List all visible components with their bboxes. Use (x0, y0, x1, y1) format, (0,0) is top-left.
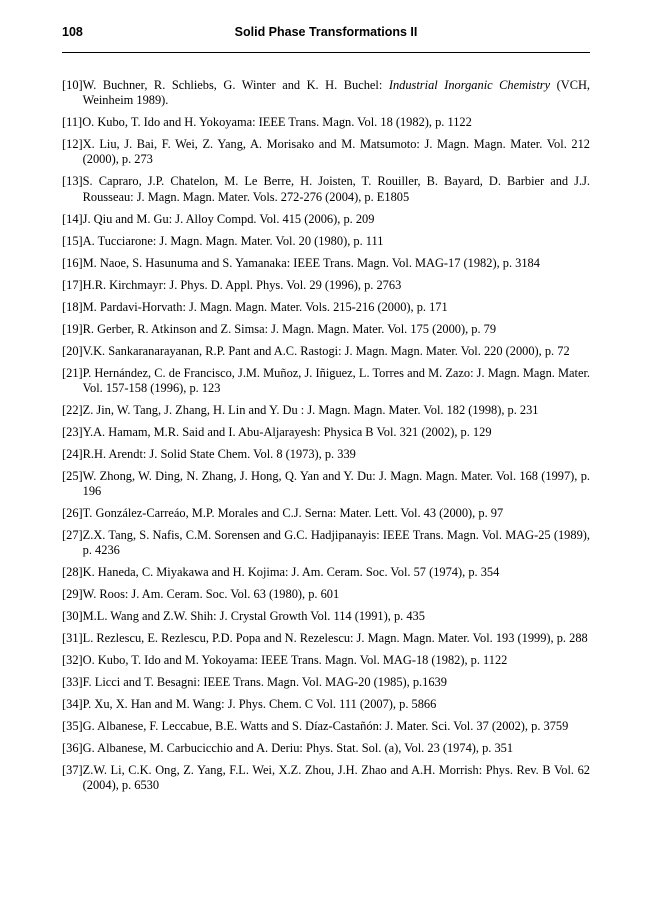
reference-item (62, 234, 590, 249)
reference-text (83, 763, 590, 793)
reference-citation: F. Licci and T. Besagni: IEEE Trans. Magn. Vol. MAG-20 (1985), p.1639 (82, 675, 447, 690)
reference-number: [23] (62, 424, 83, 439)
reference-citation: K. Haneda, C. Miyakawa and H. Kojima: J. Am. Ceram. Soc. Vol. 57 (1974), p. 354 (82, 565, 500, 580)
reference-number: [31] (62, 631, 83, 646)
reference-item (62, 403, 590, 418)
reference-text (83, 528, 590, 558)
reference-citation: A. Tucciarone: J. Magn. Magn. Mater. Vol. 20 (1980), p. 111 (82, 233, 384, 248)
reference-number: [21] (62, 365, 83, 380)
reference-citation: Z. Jin, W. Tang, J. Zhang, H. Lin and Y. Du : J. Magn. Magn. Mater. Vol. 182 (1998), p. 231 (82, 402, 539, 417)
reference-item (62, 447, 590, 462)
reference-number: [36] (62, 741, 83, 756)
reference-number: [10] (62, 78, 83, 92)
reference-item (62, 587, 590, 602)
reference-text (83, 78, 590, 108)
reference-number: [30] (62, 609, 83, 624)
reference-citation: Z.X. Tang, S. Nafis, C.M. Sorensen and G.C. Hadjipanayis: IEEE Trans. Magn. Vol. MAG-25 (1989), p. 4236 (82, 528, 590, 558)
reference-item (62, 528, 590, 558)
reference-citation: P. Xu, X. Han and M. Wang: J. Phys. Chem. C Vol. 111 (2007), p. 5866 (82, 697, 437, 712)
reference-number: [20] (62, 343, 83, 358)
reference-citation: R.H. Arendt: J. Solid State Chem. Vol. 8 (1973), p. 339 (82, 446, 356, 461)
reference-number: [17] (62, 277, 83, 292)
reference-citation: W. Zhong, W. Ding, N. Zhang, J. Hong, Q. Yan and Y. Du: J. Magn. Magn. Mater. Vol. 168 (1997), p. 196 (82, 468, 590, 499)
reference-item (62, 741, 590, 756)
reference-item (62, 631, 590, 646)
reference-item (62, 78, 590, 108)
reference-number: [34] (62, 697, 83, 712)
reference-number: [37] (62, 763, 83, 778)
reference-citation: Y.A. Hamam, M.R. Said and I. Abu-Aljarayesh: Physica B Vol. 321 (2002), p. 129 (82, 424, 492, 439)
reference-number: [11] (62, 115, 83, 130)
reference-text (83, 447, 590, 462)
reference-item (62, 675, 590, 690)
reference-text (83, 344, 590, 359)
reference-number: [15] (62, 233, 83, 248)
reference-text (83, 322, 590, 337)
reference-number: [25] (62, 468, 83, 483)
reference-number: [19] (62, 321, 83, 336)
reference-item (62, 344, 590, 359)
reference-item (62, 137, 590, 167)
reference-text (83, 403, 590, 418)
reference-text (83, 609, 590, 624)
reference-number: [26] (62, 506, 83, 521)
reference-citation: P. Hernández, C. de Francisco, J.M. Muñoz, J. Iñiguez, L. Torres and M. Zazo: J. Magn. Magn. Mater. Vol. 157-158 (1996), p. 123 (82, 365, 590, 395)
reference-number: [33] (62, 675, 83, 690)
reference-text (83, 631, 590, 646)
reference-citation: T. González-Carreáo, M.P. Morales and C.J. Serna: Mater. Lett. Vol. 43 (2000), p. 97 (82, 506, 504, 521)
reference-citation: G. Albanese, F. Leccabue, B.E. Watts and S. Díaz-Castañón: J. Mater. Sci. Vol. 37 (2002), p. 3759 (82, 719, 569, 734)
reference-text (82, 115, 590, 130)
reference-number: [13] (62, 174, 83, 189)
reference-text (83, 212, 590, 227)
reference-number: [27] (62, 528, 83, 543)
reference-text (83, 278, 590, 293)
reference-item (62, 565, 590, 580)
reference-text (83, 653, 590, 668)
reference-citation: Z.W. Li, C.K. Ong, Z. Yang, F.L. Wei, X.Z. Zhou, J.H. Zhao and A.H. Morrish: Phys. Rev. B Vol. 62 (2004), p. 6530 (82, 763, 590, 793)
reference-item (62, 506, 590, 521)
reference-citation: M.L. Wang and Z.W. Shih: J. Crystal Growth Vol. 114 (1991), p. 435 (82, 609, 425, 624)
reference-text (83, 697, 590, 712)
reference-item (62, 763, 590, 793)
reference-item (62, 212, 590, 227)
reference-citation: M. Pardavi-Horvath: J. Magn. Magn. Mater. Vols. 215-216 (2000), p. 171 (82, 299, 448, 314)
reference-citation: V.K. Sankaranarayanan, R.P. Pant and A.C. Rastogi: J. Magn. Magn. Mater. Vol. 220 (2000), p. 72 (82, 343, 570, 358)
reference-text (83, 137, 590, 167)
reference-item (62, 278, 590, 293)
reference-citation: W. Roos: J. Am. Ceram. Soc. Vol. 63 (1980), p. 601 (82, 587, 340, 602)
reference-number: [32] (62, 653, 83, 668)
reference-number: [35] (62, 719, 83, 734)
reference-text (83, 565, 590, 580)
reference-text (83, 675, 590, 690)
reference-item (62, 174, 590, 204)
reference-item (62, 653, 590, 668)
reference-publisher: (VCH, Weinheim 1989). (82, 78, 591, 108)
reference-item (62, 300, 590, 315)
running-title: Solid Phase Transformations II (234, 25, 418, 39)
reference-item (62, 322, 590, 337)
reference-text (83, 425, 590, 440)
reference-number: [16] (62, 255, 83, 270)
reference-citation: G. Albanese, M. Carbucicchio and A. Deriu: Phys. Stat. Sol. (a), Vol. 23 (1974), p. 351 (82, 741, 514, 756)
reference-item (62, 469, 590, 499)
reference-text (83, 300, 590, 315)
page-number: 108 (62, 25, 83, 39)
reference-text (83, 469, 590, 499)
reference-text (83, 587, 590, 602)
reference-item (62, 115, 590, 130)
reference-text (83, 741, 590, 756)
reference-item (62, 425, 590, 440)
reference-citation: W. Buchner, R. Schliebs, G. Winter and K. H. Buchel: (82, 78, 389, 92)
reference-item (62, 719, 590, 734)
reference-text (83, 506, 590, 521)
reference-number: [29] (62, 587, 83, 602)
reference-number: [14] (62, 211, 83, 226)
reference-text (83, 174, 590, 204)
reference-text (83, 366, 590, 396)
reference-number: [24] (62, 446, 83, 461)
reference-citation: X. Liu, J. Bai, F. Wei, Z. Yang, A. Morisako and M. Matsumoto: J. Magn. Magn. Mater. Vol. 212 (2000), p. 273 (82, 137, 590, 167)
reference-number: [18] (62, 299, 83, 314)
reference-item (62, 256, 590, 271)
reference-item (62, 609, 590, 624)
reference-citation: J. Qiu and M. Gu: J. Alloy Compd. Vol. 415 (2006), p. 209 (82, 211, 375, 226)
reference-item (62, 697, 590, 712)
reference-list (62, 78, 590, 800)
reference-item (62, 366, 590, 396)
reference-citation: H.R. Kirchmayr: J. Phys. D. Appl. Phys. Vol. 29 (1996), p. 2763 (82, 277, 402, 292)
reference-number: [12] (62, 137, 83, 152)
page-header (62, 22, 590, 53)
reference-text (83, 256, 590, 271)
reference-text (83, 234, 590, 249)
reference-text (83, 719, 590, 734)
reference-book-title: Industrial Inorganic Chemistry (388, 78, 551, 92)
reference-citation: R. Gerber, R. Atkinson and Z. Simsa: J. Magn. Magn. Mater. Vol. 175 (2000), p. 79 (82, 321, 497, 336)
reference-citation: L. Rezlescu, E. Rezlescu, P.D. Popa and N. Rezelescu: J. Magn. Magn. Mater. Vol. 193 (1999), p. 288 (82, 631, 588, 646)
reference-citation: O. Kubo, T. Ido and H. Yokoyama: IEEE Trans. Magn. Vol. 18 (1982), p. 1122 (82, 115, 472, 130)
reference-citation: S. Capraro, J.P. Chatelon, M. Le Berre, H. Joisten, T. Rouiller, B. Bayard, D. Barbier and J.J. Rousseau: J. Magn. Magn. Mater. Vols. 272-276 (2004), p. E1805 (82, 174, 590, 204)
reference-number: [22] (62, 402, 83, 417)
reference-number: [28] (62, 565, 83, 580)
reference-citation: M. Naoe, S. Hasunuma and S. Yamanaka: IEEE Trans. Magn. Vol. MAG-17 (1982), p. 3184 (82, 255, 540, 270)
reference-citation: O. Kubo, T. Ido and M. Yokoyama: IEEE Trans. Magn. Vol. MAG-18 (1982), p. 1122 (82, 653, 508, 668)
